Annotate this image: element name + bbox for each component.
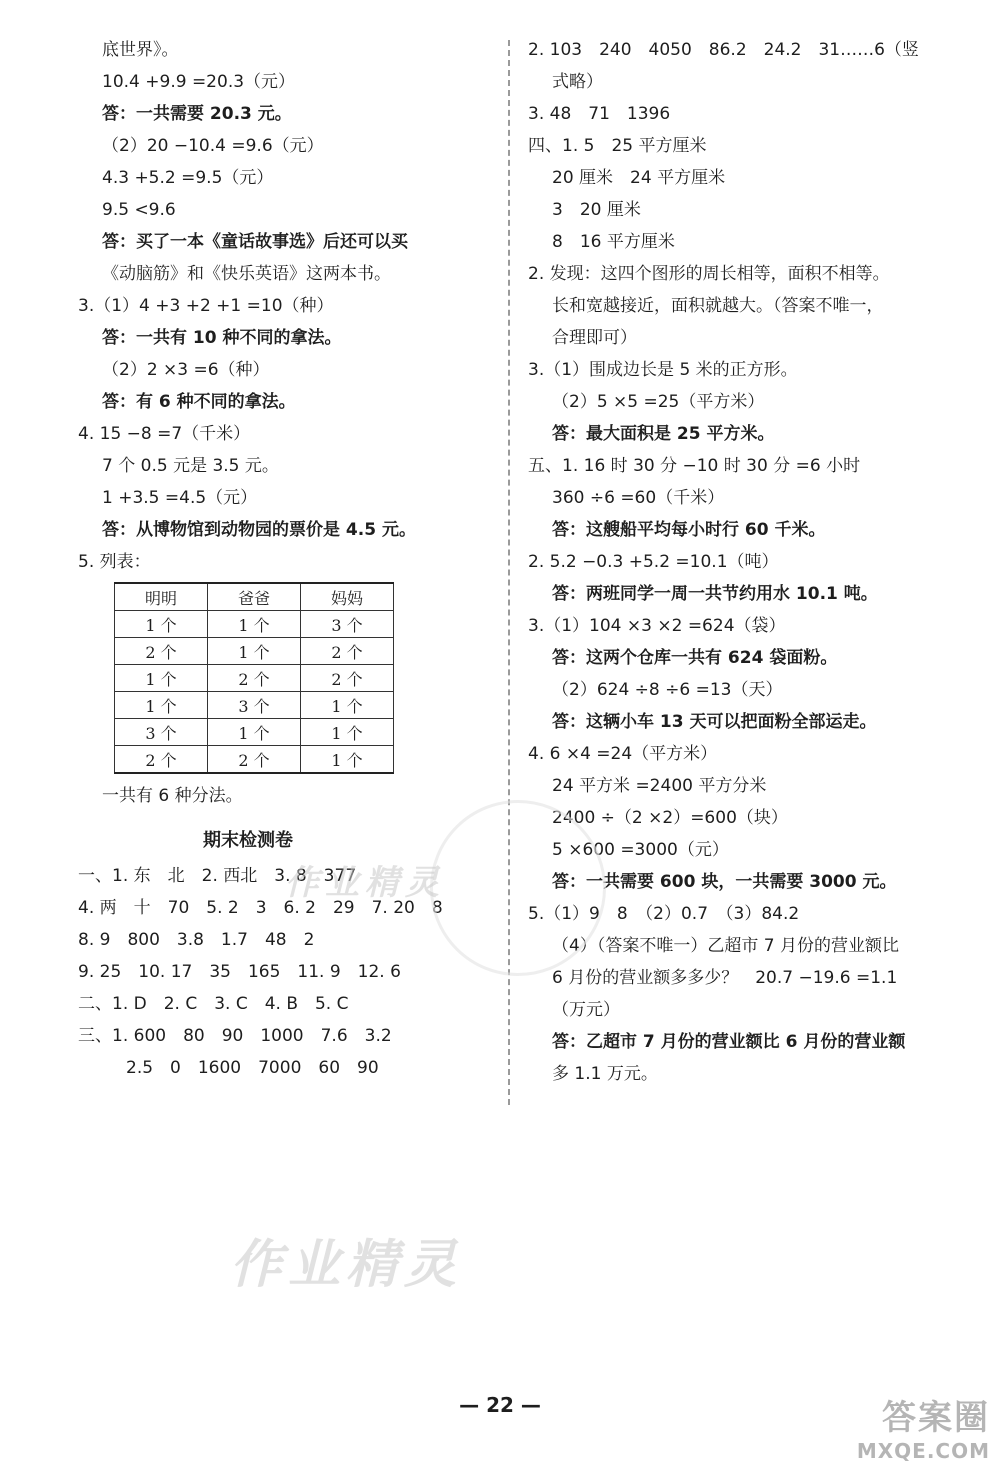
answer-line: 4. 两 十 70 5. 2 3 6. 2 29 7. 20 8: [78, 898, 443, 918]
table-cell: 3 个: [208, 692, 301, 719]
answer-line: 10.4 +9.9 =20.3（元）: [102, 72, 296, 92]
answer-line: 答：买了一本《童话故事选》后还可以买: [102, 232, 408, 252]
answer-line: 5. 列表：: [78, 552, 151, 572]
answer-line: 答：这艘船平均每小时行 60 千米。: [552, 520, 826, 540]
answer-line: 1 +3.5 =4.5（元）: [102, 488, 258, 508]
answer-line: 360 ÷6 =60（千米）: [552, 488, 725, 508]
table-body: [115, 611, 394, 774]
table-cell: 1 个: [208, 638, 301, 665]
answer-line: 答：最大面积是 25 平方米。: [552, 424, 775, 444]
table-cell: 2 个: [301, 638, 394, 665]
table-summary: 一共有 6 种分法。: [102, 786, 243, 806]
table-cell: 2 个: [115, 746, 208, 774]
watermark-text: 作业精灵: [230, 1234, 463, 1295]
answer-line: 7 个 0.5 元是 3.5 元。: [102, 456, 279, 476]
table-cell: 2 个: [208, 665, 301, 692]
answer-line: 答：两班同学一周一共节约用水 10.1 吨。: [552, 584, 878, 604]
answer-line: 答：这两个仓库一共有 624 袋面粉。: [552, 648, 838, 668]
answer-line: 答：这辆小车 13 天可以把面粉全部运走。: [552, 712, 877, 732]
answer-line: 5 ×600 =3000（元）: [552, 840, 729, 860]
answer-line: 8. 9 800 3.8 1.7 48 2: [78, 930, 315, 950]
table-cell: 1 个: [301, 692, 394, 719]
table-cell: 1 个: [115, 611, 208, 638]
answer-line: 8 16 平方厘米: [552, 232, 675, 252]
table-cell: 1 个: [115, 692, 208, 719]
answer-line: 2400 ÷（2 ×2）=600（块）: [552, 808, 788, 828]
left-column: [78, 34, 498, 1084]
table-cell: 1 个: [115, 665, 208, 692]
mascot-watermark-image: [430, 800, 606, 976]
answer-line: 4. 15 −8 =7（千米）: [78, 424, 251, 444]
table-header-row: [115, 583, 394, 611]
answer-line: 一、1. 东 北 2. 西北 3. 8 377: [78, 866, 357, 886]
answer-line: （2）2 ×3 =6（种）: [102, 360, 270, 380]
table-row: [115, 692, 394, 719]
answer-line: （2）5 ×5 =25（平方米）: [552, 392, 765, 412]
answer-line: 答：一共有 10 种不同的拿法。: [102, 328, 342, 348]
table-cell: 1 个: [301, 746, 394, 774]
answer-line: （2）624 ÷8 ÷6 =13（天）: [552, 680, 783, 700]
answer-line: 3 20 厘米: [552, 200, 641, 220]
answer-line: 3.（1）4 +3 +2 +1 =10（种）: [78, 296, 334, 316]
answer-line: 3.（1）围成边长是 5 米的正方形。: [528, 360, 798, 380]
answer-line: 答：从博物馆到动物园的票价是 4.5 元。: [102, 520, 416, 540]
table-row: [115, 746, 394, 774]
answer-line: 6 月份的营业额多多少？ 20.7 −19.6 =1.1: [552, 968, 898, 988]
answer-line: （万元）: [552, 1000, 620, 1020]
table-header-cell: 爸爸: [208, 583, 301, 611]
answer-line: 2.5 0 1600 7000 60 90: [126, 1058, 379, 1078]
answer-line: 合理即可）: [552, 328, 637, 348]
table-cell: 3 个: [301, 611, 394, 638]
answer-line: 答：一共需要 600 块，一共需要 3000 元。: [552, 872, 897, 892]
answer-line: 底世界》。: [102, 40, 179, 60]
answer-line: 4.3 +5.2 =9.5（元）: [102, 168, 274, 188]
distribution-table: [114, 582, 394, 774]
table-row: [115, 638, 394, 665]
answer-line: 2. 5.2 −0.3 +5.2 =10.1（吨）: [528, 552, 779, 572]
answer-line: 2. 发现：这四个图形的周长相等，面积不相等。: [528, 264, 890, 284]
answer-line: 五、1. 16 时 30 分 −10 时 30 分 =6 小时: [528, 456, 861, 476]
answer-line: 20 厘米 24 平方厘米: [552, 168, 726, 188]
answer-line: 《动脑筋》和《快乐英语》这两本书。: [102, 264, 391, 284]
table-cell: 2 个: [301, 665, 394, 692]
page-number: — 22 —: [459, 1393, 541, 1417]
answer-line: 9. 25 10. 17 35 165 11. 9 12. 6: [78, 962, 401, 982]
answer-line: 24 平方米 =2400 平方分米: [552, 776, 767, 796]
answer-line: （4）（答案不唯一）乙超市 7 月份的营业额比: [552, 936, 899, 956]
section-title: 期末检测卷: [203, 830, 293, 851]
answer-line: 4. 6 ×4 =24（平方米）: [528, 744, 718, 764]
answer-line: 答：乙超市 7 月份的营业额比 6 月份的营业额: [552, 1032, 906, 1052]
table-cell: 2 个: [115, 638, 208, 665]
answer-line: 答：有 6 种不同的拿法。: [102, 392, 296, 412]
table-row: [115, 611, 394, 638]
answer-line: 5.（1）9 8 （2）0.7 （3）84.2: [528, 904, 800, 924]
answer-line: 3. 48 71 1396: [528, 104, 671, 124]
table-header-cell: 妈妈: [301, 583, 394, 611]
answer-line: 2. 103 240 4050 86.2 24.2 31……6（竖: [528, 40, 919, 60]
answer-line: （2）20 −10.4 =9.6（元）: [102, 136, 324, 156]
watermark-text: 作业精灵: [285, 863, 445, 903]
answer-line: 3.（1）104 ×3 ×2 =624（袋）: [528, 616, 786, 636]
answer-line: 长和宽越接近，面积就越大。（答案不唯一，: [552, 296, 884, 316]
corner-logo: [857, 1390, 990, 1463]
corner-logo-url: MXQE.COM: [856, 1439, 990, 1463]
table-cell: 2 个: [208, 746, 301, 774]
answer-line: 二、1. D 2. C 3. C 4. B 5. C: [78, 994, 349, 1014]
answer-line: 9.5 <9.6: [102, 200, 176, 220]
corner-logo-text: 答案圈: [882, 1398, 990, 1438]
table-cell: 1 个: [301, 719, 394, 746]
answer-line: 四、1. 5 25 平方厘米: [528, 136, 707, 156]
table-cell: 1 个: [208, 611, 301, 638]
table-row: [115, 665, 394, 692]
answer-line: 三、1. 600 80 90 1000 7.6 3.2: [78, 1026, 392, 1046]
table-cell: 1 个: [208, 719, 301, 746]
table-cell: 3 个: [115, 719, 208, 746]
left-answer-lines: [78, 34, 498, 578]
table-row: [115, 719, 394, 746]
table-header-cell: 明明: [115, 583, 208, 611]
answer-line: 答：一共需要 20.3 元。: [102, 104, 292, 124]
answer-line: 式略）: [552, 72, 603, 92]
answer-line: 多 1.1 万元。: [552, 1064, 658, 1084]
